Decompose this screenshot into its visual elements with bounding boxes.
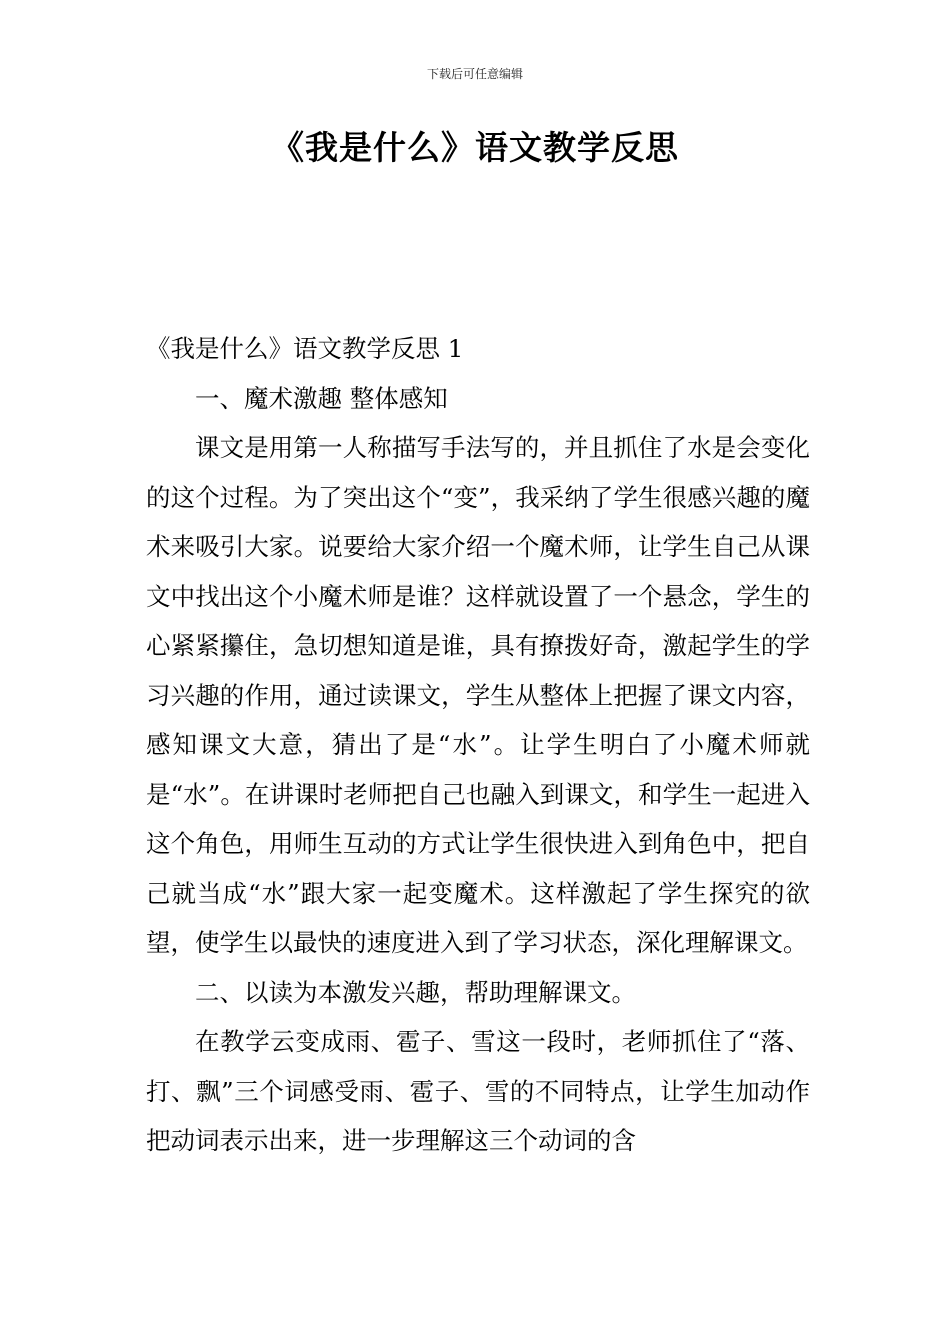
document-title: 《我是什么》语文教学反思 (271, 128, 679, 167)
header-note: 下载后可任意编辑 (426, 67, 523, 81)
subheading-1: 一、魔术激趣 整体感知 (195, 383, 448, 413)
body-paragraph-1: 课文是用第一人称描写手法写的，并且抓住了水是会变化的这个过程。为了突出这个“变”，我采纳了学生很感兴趣的魔术来吸引大家。说要给大家介绍一个魔术师，让学生自己从课文中找出这个小魔术师是谁？这样就设置了一个悬念，学生的心紧紧攥住，急切想知道是谁，具有撩拨好奇，激起学生的学习兴趣的作用，通过读课文，学生从整体上把握了课文内容，感知课文大意，猜出了是“水”。让学生明白了小魔术师就是“水”。在讲课时老师把自己也融入到课文，和学生一起进入这个角色，用师生互动的方式让学生很快进入到角色中，把自己就当成“水”跟大家一起变魔术。这样激起了学生探究的欲望，使学生以最快的速度进入到了学习状态，深化理解课文。 (146, 433, 810, 957)
body-paragraph-2: 在教学云变成雨、雹子、雪这一段时，老师抓住了“落、打、飘”三个词感受雨、雹子、雪的不同特点，让学生加动作把动词表示出来，进一步理解这三个动词的含 (146, 1027, 810, 1155)
document-body (146, 324, 810, 1166)
section-title: 《我是什么》语文教学反思 1 (146, 334, 464, 363)
subheading-2: 二、以读为本激发兴趣，帮助理解课文。 (195, 977, 636, 1007)
